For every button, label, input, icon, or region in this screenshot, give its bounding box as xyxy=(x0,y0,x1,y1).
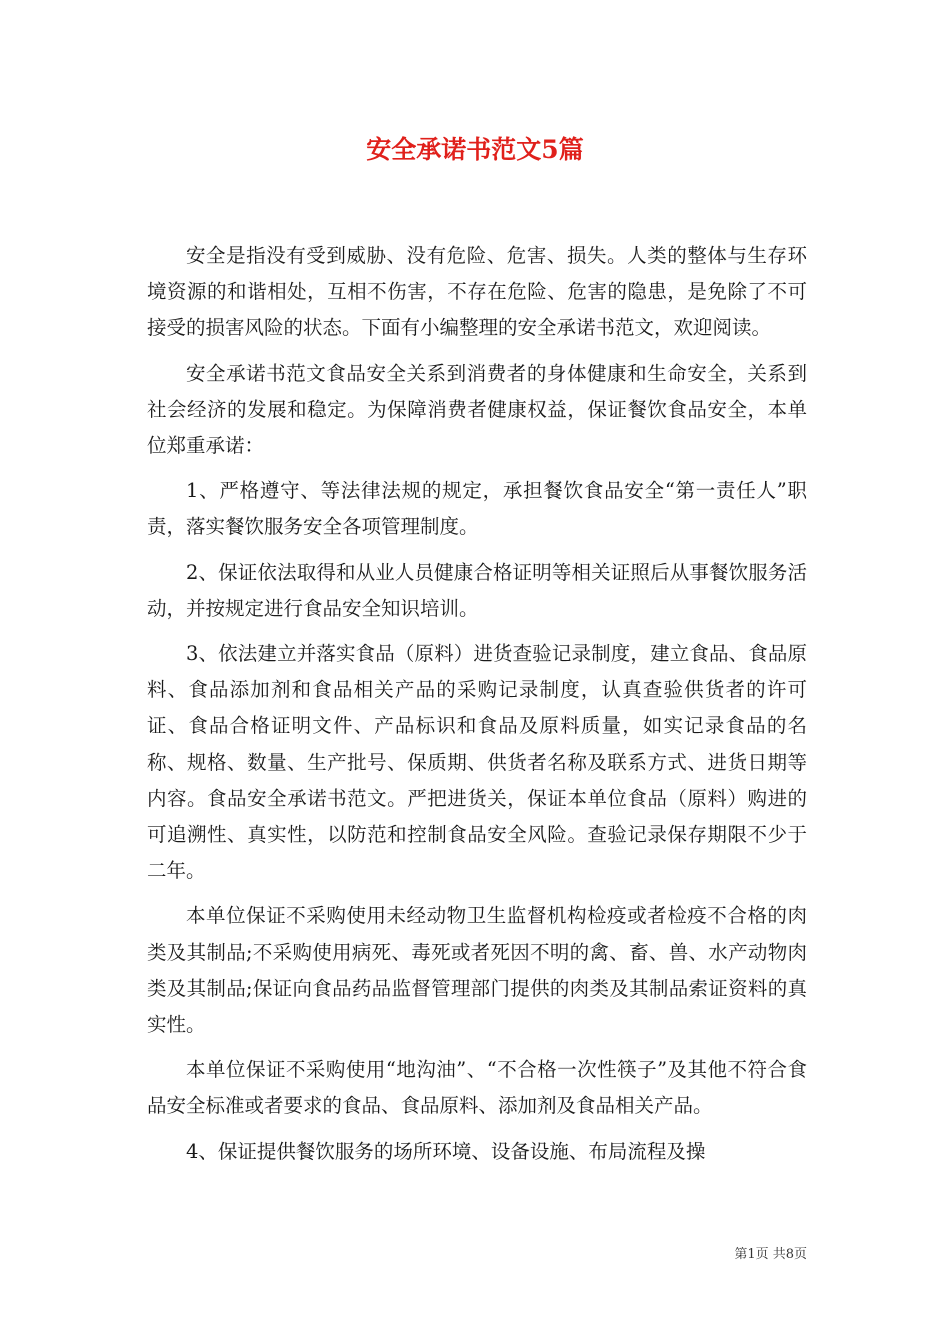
paragraph: 本单位保证不采购使用未经动物卫生监督机构检疫或者检疫不合格的肉类及其制品;不采购使用病死、毒死或者死因不明的禽、畜、兽、水产动物肉类及其制品;保证向食品药品监督管理部门提供的肉类及其制品索证资料的真实性。 xyxy=(147,904,807,1037)
document-body xyxy=(147,238,807,1179)
paragraph: 4、保证提供餐饮服务的场所环境、设备设施、布局流程及操 xyxy=(186,1139,706,1163)
paragraph: 安全是指没有受到威胁、没有危险、危害、损失。人类的整体与生存环境资源的和谐相处，互相不伤害，不存在危险、危害的隐患，是免除了不可接受的损害风险的状态。下面有小编整理的安全承诺书范文，欢迎阅读。 xyxy=(147,244,807,340)
paragraph: 安全承诺书范文食品安全关系到消费者的身体健康和生命安全，关系到社会经济的发展和稳定。为保障消费者健康权益，保证餐饮食品安全，本单位郑重承诺： xyxy=(147,361,807,458)
paragraph: 本单位保证不采购使用“地沟油”、“不合格一次性筷子”及其他不符合食品安全标准或者要求的食品、食品原料、添加剂及食品相关产品。 xyxy=(147,1058,807,1118)
paragraph: 2、保证依法取得和从业人员健康合格证明等相关证照后从事餐饮服务活动，并按规定进行食品安全知识培训。 xyxy=(147,560,807,620)
page-number-footer: 第1页 共8页 xyxy=(734,1247,807,1262)
paragraph: 3、依法建立并落实食品（原料）进货查验记录制度，建立食品、食品原料、食品添加剂和食品相关产品的采购记录制度，认真查验供货者的许可证、食品合格证明文件、产品标识和食品及原料质量，如实记录食品的名称、规格、数量、生产批号、保质期、供货者名称及联系方式、进货日期等内容。食品安全承诺书范文。严把进货关，保证本单位食品（原料）购进的可追溯性、真实性，以防范和控制食品安全风险。查验记录保存期限不少于二年。 xyxy=(147,642,807,883)
paragraph: 1、严格遵守、等法律法规的规定，承担餐饮食品安全“第一责任人”职责，落实餐饮服务安全各项管理制度。 xyxy=(147,479,807,539)
document-title: 安全承诺书范文5篇 xyxy=(366,135,584,164)
